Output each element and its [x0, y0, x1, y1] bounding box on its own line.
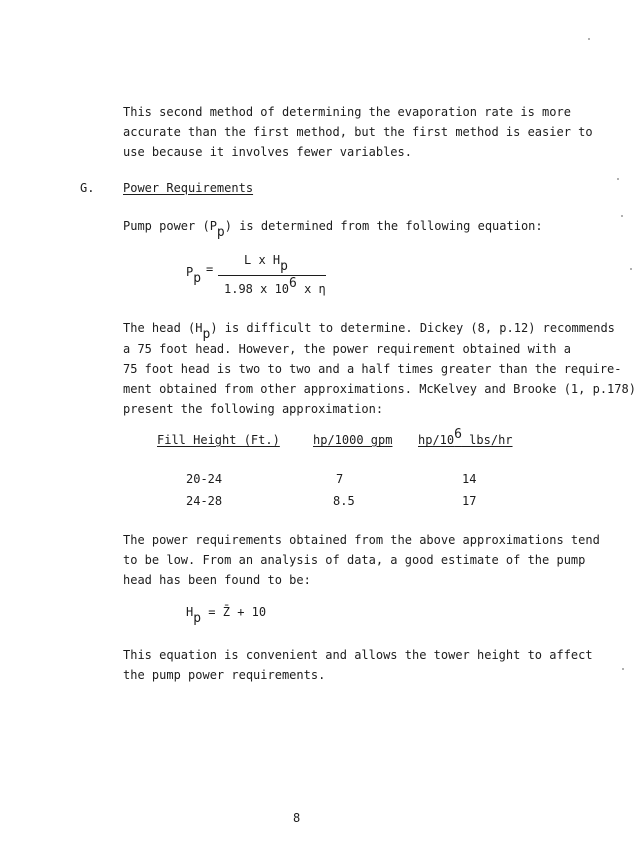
text-line: head has been found to be:	[123, 573, 311, 587]
text-line: use because it involves fewer variables.	[123, 145, 412, 159]
eq1-lhs-symbol: P	[186, 265, 194, 279]
eq1-num-text: L x H	[244, 253, 281, 267]
eq2-lhs: H	[186, 605, 194, 619]
table-cell: 14	[462, 472, 477, 486]
text-line: ment obtained from other approximations. McKelvey and Brooke (1, p.178)	[123, 382, 636, 396]
eq2-rhs: = Z̄ + 10	[208, 605, 267, 619]
eq1-lhs	[186, 265, 202, 286]
eq1-denominator	[224, 276, 326, 297]
section-letter: G.	[80, 181, 95, 195]
scan-speck	[622, 668, 624, 670]
scan-speck	[588, 38, 590, 40]
col-header-hp-lbs	[418, 427, 513, 448]
text-line: This equation is convenient and allows the tower height to affect	[123, 648, 593, 662]
text-line: accurate than the first method, but the first method is easier to	[123, 125, 593, 139]
col-header-hp-gpm: hp/1000 gpm	[313, 433, 393, 447]
table-cell: 17	[462, 494, 477, 508]
superscript: 6	[454, 427, 462, 442]
eq1-lhs-subscript: p	[193, 271, 202, 286]
equation-pump-head	[186, 605, 267, 626]
pump-power-sentence	[123, 219, 543, 240]
section-title: Power Requirements	[123, 181, 254, 195]
eq1-den-superscript: 6	[289, 276, 297, 291]
text: lbs/hr	[461, 433, 513, 447]
eq1-equals: =	[206, 262, 214, 276]
text: ) is determined from the following equation:	[224, 219, 543, 233]
paragraph-2	[123, 318, 636, 419]
table-cell: 7	[336, 472, 344, 486]
eq1-den-text: 1.98 x 10	[224, 282, 290, 296]
eq1-num-subscript: p	[280, 259, 288, 274]
paragraph-3	[123, 530, 600, 590]
paragraph-4	[123, 645, 593, 685]
text-line: 75 foot head is two to two and a half times greater than the require-	[123, 362, 622, 376]
col-header-fill-height: Fill Height (Ft.)	[157, 433, 280, 447]
text-line: This second method of determining the evaporation rate is more	[123, 105, 571, 119]
text-line: The power requirements obtained from the above approximations tend	[123, 533, 600, 547]
scan-speck	[630, 268, 632, 270]
text-line: the pump power requirements.	[123, 668, 326, 682]
text: Pump power (P	[123, 219, 217, 233]
table-cell: 24-28	[186, 494, 223, 508]
paragraph-1	[123, 102, 593, 162]
page-number: 8	[293, 811, 301, 825]
fraction-bar	[218, 275, 326, 276]
text: ) is difficult to determine. Dickey (8, p.12) recommends	[210, 321, 615, 335]
eq1-numerator	[244, 253, 288, 274]
text: hp/10	[418, 433, 455, 447]
scan-speck	[617, 178, 619, 180]
scan-speck	[621, 215, 623, 217]
table-cell: 8.5	[333, 494, 355, 508]
subscript: p	[216, 225, 225, 240]
text: The head (H	[123, 321, 203, 335]
eq2-lhs-subscript: p	[193, 611, 202, 626]
table-cell: 20-24	[186, 472, 223, 486]
text-line	[123, 318, 636, 342]
text-line: to be low. From an analysis of data, a good estimate of the pump	[123, 553, 586, 567]
text-line: present the following approximation:	[123, 402, 384, 416]
eq1-den-eta: x η	[296, 282, 326, 296]
subscript: p	[202, 327, 211, 342]
text-line: a 75 foot head. However, the power requirement obtained with a	[123, 342, 571, 356]
